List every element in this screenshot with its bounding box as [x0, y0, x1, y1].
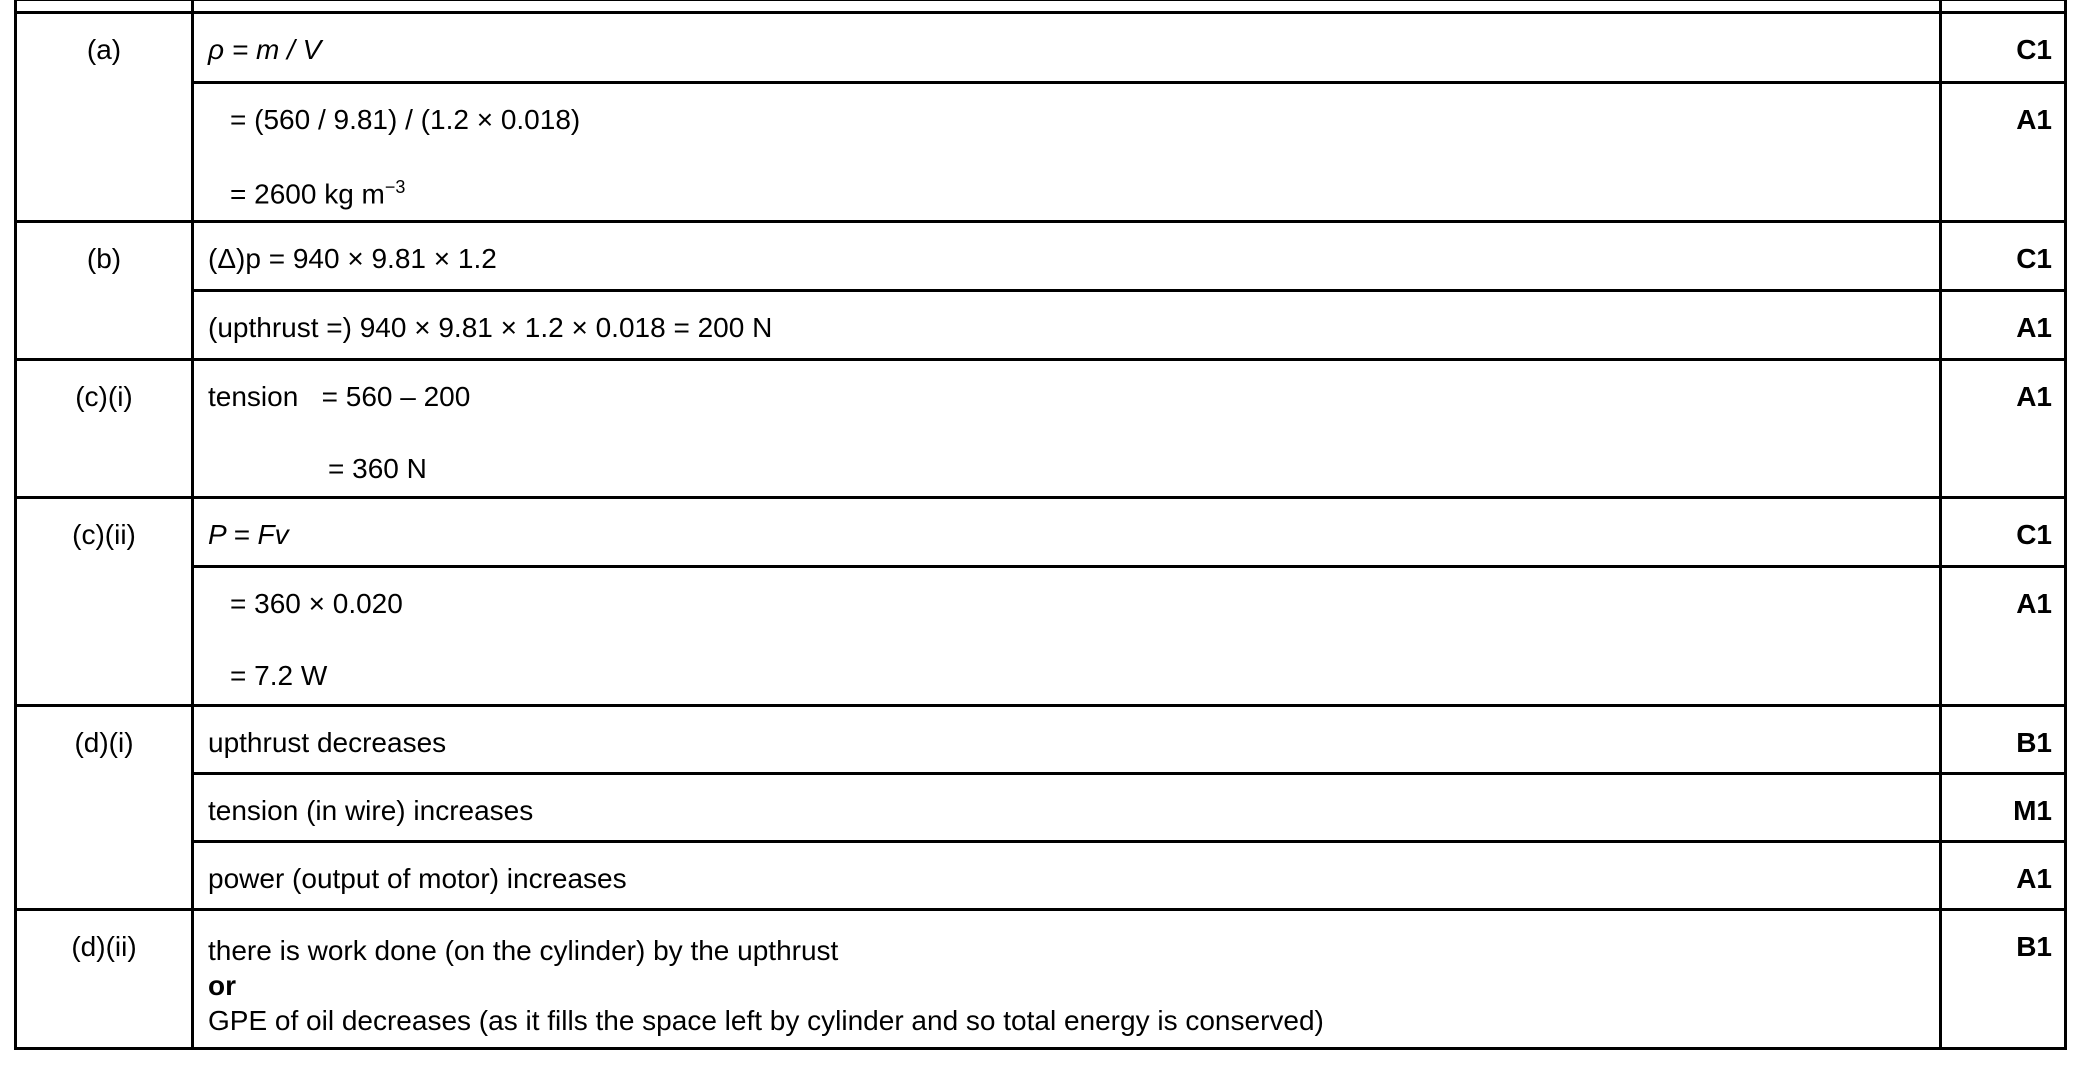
- answer-line: = 2600 kg $m^{-3}$: [230, 177, 406, 210]
- answer-line: tension (in wire) increases: [208, 795, 534, 826]
- mark-cell: B1: [1941, 910, 2066, 1049]
- header-row: [16, 0, 2066, 13]
- mark-cell: A1: [1941, 567, 2066, 706]
- answer-line: tension = 560 – 200: [208, 381, 471, 412]
- table-row: [16, 706, 2066, 774]
- answer-cell: [193, 360, 1941, 498]
- header-cell-question: [16, 0, 193, 13]
- answer-line: (Δ)p = 940 × 9.81 × 1.2: [208, 243, 497, 274]
- table-row: [16, 291, 2066, 360]
- mark-cell: C1: [1941, 498, 2066, 567]
- answer-cell: [193, 13, 1941, 83]
- table-row: [16, 13, 2066, 83]
- question-label: (d)(ii): [16, 910, 193, 1049]
- answer-cell: [193, 774, 1941, 842]
- mark-cell: A1: [1941, 842, 2066, 910]
- answer-cell: [193, 83, 1941, 222]
- table-row: [16, 567, 2066, 706]
- mark-cell: A1: [1941, 360, 2066, 498]
- mark-cell: A1: [1941, 291, 2066, 360]
- question-label: (b): [16, 222, 193, 360]
- answer-cell: [193, 706, 1941, 774]
- answer-line: = (560 / 9.81) / (1.2 × 0.018): [230, 104, 581, 135]
- question-label: (d)(i): [16, 706, 193, 910]
- mark-cell: B1: [1941, 706, 2066, 774]
- answer-line: = 7.2 W: [230, 660, 328, 691]
- mark-scheme-table: [14, 0, 2067, 1050]
- question-label: (a): [16, 13, 193, 222]
- question-label: (c)(ii): [16, 498, 193, 706]
- answer-line-or: or: [208, 970, 236, 1001]
- mark-cell: A1: [1941, 83, 2066, 222]
- answer-line: = 360 × 0.020: [230, 588, 403, 619]
- answer-line: there is work done (on the cylinder) by the upthrust: [208, 935, 839, 966]
- superscript: −3: [384, 177, 406, 197]
- answer-cell: [193, 842, 1941, 910]
- table-row: [16, 360, 2066, 498]
- table-row: [16, 910, 2066, 1049]
- answer-cell: [193, 222, 1941, 291]
- table-row: [16, 83, 2066, 222]
- table-row: [16, 842, 2066, 910]
- answer-line: = 360 N: [328, 453, 427, 484]
- header-cell-answer: [193, 0, 1941, 13]
- answer-cell: [193, 498, 1941, 567]
- question-label: (c)(i): [16, 360, 193, 498]
- answer-line: GPE of oil decreases (as it fills the space left by cylinder and so total energy is conserved): [208, 1005, 1324, 1036]
- mark-cell: M1: [1941, 774, 2066, 842]
- header-cell-marks: [1941, 0, 2066, 13]
- table-row: [16, 222, 2066, 291]
- answer-line: ρ = m / V: [208, 34, 322, 65]
- answer-cell: [193, 291, 1941, 360]
- answer-cell: [193, 567, 1941, 706]
- table-row: [16, 774, 2066, 842]
- answer-line: (upthrust =) 940 × 9.81 × 1.2 × 0.018 = 200 N: [208, 312, 773, 343]
- answer-line: power (output of motor) increases: [208, 863, 627, 894]
- answer-line: upthrust decreases: [208, 727, 447, 758]
- table-row: [16, 498, 2066, 567]
- mark-cell: C1: [1941, 13, 2066, 83]
- answer-cell: [193, 910, 1941, 1049]
- mark-cell: C1: [1941, 222, 2066, 291]
- answer-line: P = Fv: [208, 519, 289, 550]
